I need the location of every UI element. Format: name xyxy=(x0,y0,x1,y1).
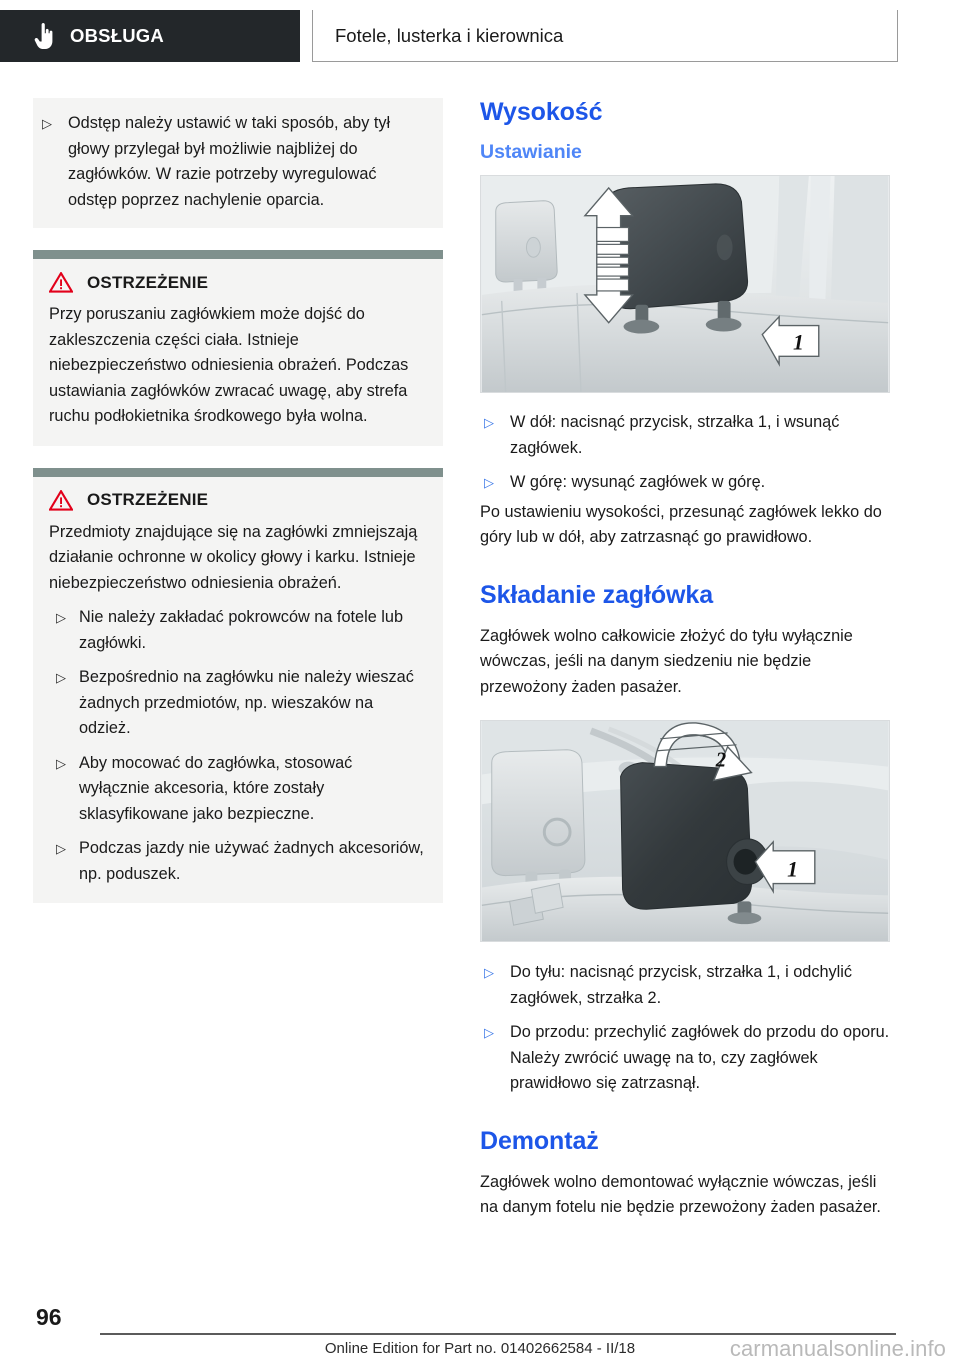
subheading-ustawianie: Ustawianie xyxy=(480,141,582,163)
bullet-triangle-icon: ▷ xyxy=(484,965,494,980)
pointing-hand-icon xyxy=(34,23,54,49)
page-footer xyxy=(0,1300,960,1362)
bullet-triangle-icon: ▷ xyxy=(484,415,494,430)
list-item xyxy=(480,410,890,461)
front-headrest-height-adjustment-illustration xyxy=(480,175,890,393)
warning-heading xyxy=(49,272,427,293)
heading-skladanie-zaglowka: Składanie zagłówka xyxy=(480,580,714,609)
list-item-text: Odstęp należy ustawić w taki sposób, aby tył głowy przylegał był możliwie najbliżej do zagłówków. W razie potrzeby wyregulować odstęp poprzez nachylenie oparcia. xyxy=(68,114,391,209)
bullet-triangle-icon: ▷ xyxy=(484,475,494,490)
warning-bullet-list xyxy=(49,605,427,887)
warning-triangle-icon xyxy=(49,272,73,293)
list-item-text: Do tyłu: nacisnąć przycisk, strzałka 1, i odchylić zagłówek, strzałka 2. xyxy=(510,963,853,1007)
intro-note-block xyxy=(33,98,443,228)
watermark: carmanualsonline.info xyxy=(729,1336,946,1361)
list-item-text: Do przodu: przechylić zagłówek do przodu do oporu. Należy zwrócić uwagę na to, czy zagłówek prawidłowo się zatrzasnął. xyxy=(510,1023,890,1092)
chapter-tab[interactable] xyxy=(0,10,300,62)
section-title-bar xyxy=(312,10,898,62)
demontaz-paragraph: Zagłówek wolno demontować wyłącznie wówczas, jeśli na danym fotelu nie będzie przewożony żaden pasażer. xyxy=(480,1172,881,1216)
edition-note: Online Edition for Part no. 01402662584 - II/18 xyxy=(324,1340,636,1357)
list-item-text: W dół: nacisnąć przycisk, strzałka 1, i wsunąć zagłówek. xyxy=(510,413,840,457)
list-item xyxy=(480,470,890,496)
bullet-triangle-icon: ▷ xyxy=(56,841,66,856)
footer-divider xyxy=(100,1333,896,1335)
height-bullet-list xyxy=(480,410,890,496)
rear-headrest-folding-illustration xyxy=(480,720,890,942)
svg-text:1: 1 xyxy=(793,330,804,355)
warning-heading xyxy=(49,490,427,511)
list-item xyxy=(49,751,427,828)
warning-body-text: Przedmioty znajdujące się na zagłówki zmniejszają działanie ochronne w okolicy głowy i karku. Istnieje niebezpieczeństwo odniesienia obrażeń. xyxy=(49,522,418,592)
warning-title-text: OSTRZEŻENIE xyxy=(87,272,209,292)
warning-block-2 xyxy=(33,477,443,904)
list-item xyxy=(49,836,427,887)
list-item xyxy=(480,1020,890,1097)
list-item-text: Nie należy zakładać pokrowców na fotele lub zagłówki. xyxy=(79,608,403,652)
list-item xyxy=(49,605,427,656)
svg-text:1: 1 xyxy=(787,857,798,882)
bullet-triangle-icon: ▷ xyxy=(42,116,52,131)
bullet-triangle-icon: ▷ xyxy=(484,1025,494,1040)
page-header xyxy=(0,10,960,62)
section-title: Fotele, lusterka i kierownica xyxy=(335,24,564,46)
list-item xyxy=(480,960,890,1011)
skladanie-paragraph: Zagłówek wolno całkowicie złożyć do tyłu wyłącznie wówczas, jeśli na danym siedzeniu nie będzie przewożony żaden pasażer. xyxy=(480,626,853,696)
page-title: Wysokość xyxy=(480,98,603,126)
bullet-triangle-icon: ▷ xyxy=(56,755,66,771)
warning-body-text: Przy poruszaniu zagłówkiem może dojść do zakleszczenia części ciała. Istnieje niebezpieczeństwo odniesienia obrażeń. Podczas ustawiania zagłówków zwracać uwagę, aby strefa ruchu podłokietnika środkowego była wolna. xyxy=(49,305,409,425)
svg-text:2: 2 xyxy=(715,747,727,772)
warning-separator-bar xyxy=(33,250,443,259)
heading-demontaz: Demontaż xyxy=(480,1126,599,1155)
warning-title-text: OSTRZEŻENIE xyxy=(87,490,209,509)
skladanie-bullet-list xyxy=(480,960,890,1097)
height-paragraph: Po ustawieniu wysokości, przesunąć zagłówek lekko do góry lub w dół, aby zatrzasnąć go prawidłowo. xyxy=(480,502,882,546)
warning-triangle-icon xyxy=(49,490,73,511)
list-item-text: W górę: wysunąć zagłówek w górę. xyxy=(510,473,766,491)
bullet-triangle-icon: ▷ xyxy=(56,610,66,625)
bullet-triangle-icon: ▷ xyxy=(56,670,66,685)
list-item-text: Aby mocować do zagłówka, stosować wyłącznie akcesoria, które zostały sklasyfikowane jako bezpieczne. xyxy=(79,753,353,823)
list-item xyxy=(49,665,427,742)
warning-block-1 xyxy=(33,259,443,446)
list-item xyxy=(38,111,427,213)
intro-bullet-list xyxy=(38,111,427,213)
warning-separator-bar xyxy=(33,468,443,477)
list-item-text: Bezpośrednio na zagłówku nie należy wieszać żadnych przedmiotów, np. wieszaków na odzież. xyxy=(79,668,414,737)
chapter-label: OBSŁUGA xyxy=(70,25,164,46)
right-column xyxy=(480,98,890,1221)
page-number: 96 xyxy=(36,1304,62,1330)
left-column xyxy=(33,98,443,903)
list-item-text: Podczas jazdy nie używać żadnych akcesoriów, np. poduszek. xyxy=(79,839,424,883)
